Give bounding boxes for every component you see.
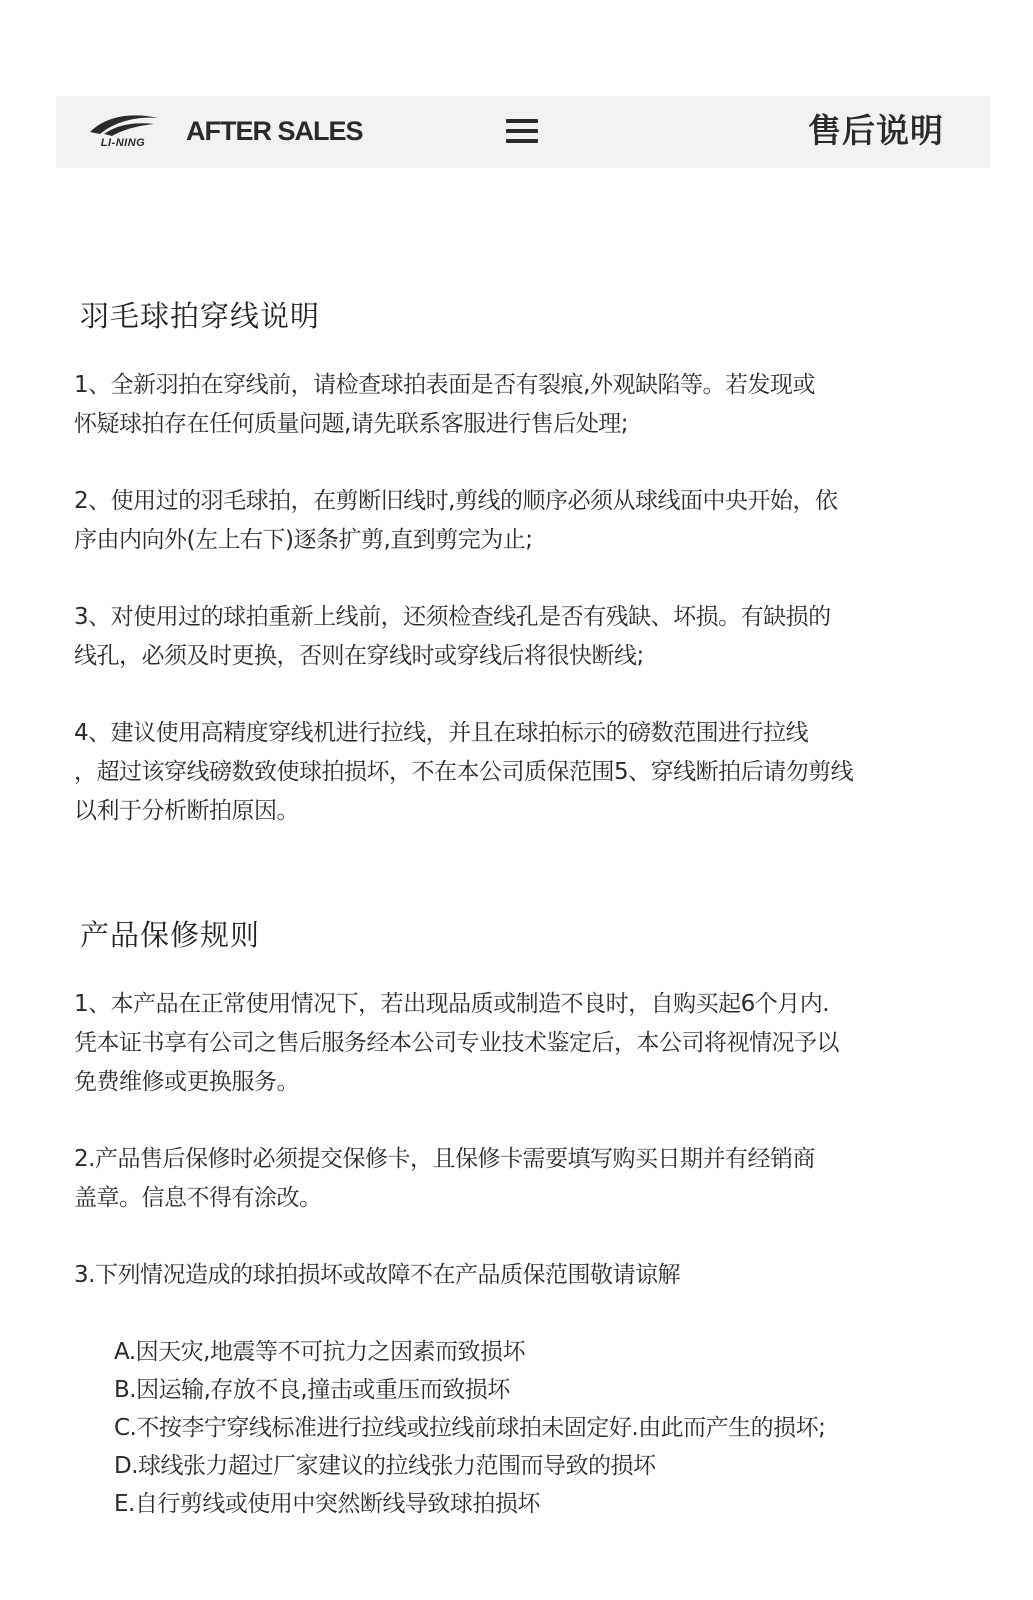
li-ning-logo[interactable] bbox=[84, 110, 164, 154]
list-item: D.球线张力超过厂家建议的拉线张力范围而导致的损坏 bbox=[114, 1453, 656, 1479]
exclusion-list bbox=[114, 1333, 954, 1523]
paragraph: 1、本产品在正常使用情况下，若出现品质或制造不良时，自购买起6个月内. 凭本证书享有公司之售后服务经本公司专业技术鉴定后，本公司将视情况予以 免费维修或更换服务。 bbox=[74, 991, 839, 1095]
paragraph: 2、使用过的羽毛球拍，在剪断旧线时,剪线的顺序必须从球线面中央开始，依 序由内向外(左上右下)逐条扩剪,直到剪完为止; bbox=[74, 488, 838, 553]
header-bar bbox=[56, 96, 990, 168]
section-title: 羽毛球拍穿线说明 bbox=[80, 299, 321, 333]
section-title: 产品保修规则 bbox=[80, 918, 261, 952]
brand-title: AFTER SALES bbox=[186, 116, 363, 146]
list-item: E.自行剪线或使用中突然断线导致球拍损坏 bbox=[114, 1491, 540, 1517]
hamburger-menu-icon[interactable] bbox=[504, 116, 540, 146]
main-content bbox=[74, 296, 954, 1523]
page-title: 售后说明 bbox=[808, 111, 944, 150]
logo-wordmark: LI-NING bbox=[100, 137, 146, 149]
paragraph: 2.产品售后保修时必须提交保修卡，且保修卡需要填写购买日期并有经销商 盖章。信息不得有涂改。 bbox=[74, 1146, 815, 1211]
li-ning-swoosh-icon bbox=[84, 110, 164, 140]
paragraph: 3.下列情况造成的球拍损坏或故障不在产品质保范围敬请谅解 bbox=[74, 1262, 680, 1288]
list-item: B.因运输,存放不良,撞击或重压而致损坏 bbox=[114, 1377, 510, 1403]
list-item: A.因天灾,地震等不可抗力之因素而致损坏 bbox=[114, 1339, 525, 1365]
paragraph: 3、对使用过的球拍重新上线前，还须检查线孔是否有残缺、坏损。有缺损的 线孔，必须及时更换，否则在穿线时或穿线后将很快断线; bbox=[74, 604, 831, 669]
paragraph: 4、建议使用高精度穿线机进行拉线，并且在球拍标示的磅数范围进行拉线 ，超过该穿线磅数致使球拍损坏，不在本公司质保范围5、穿线断拍后请勿剪线 以利于分析断拍原因。 bbox=[74, 720, 854, 824]
section-warranty-rules bbox=[74, 915, 954, 1523]
list-item: C.不按李宁穿线标准进行拉线或拉线前球拍未固定好.由此而产生的损坏; bbox=[114, 1415, 826, 1441]
paragraph: 1、全新羽拍在穿线前，请检查球拍表面是否有裂痕,外观缺陷等。若发现或 怀疑球拍存在任何质量问题,请先联系客服进行售后处理; bbox=[74, 372, 815, 437]
section-stringing-instructions bbox=[74, 296, 954, 831]
